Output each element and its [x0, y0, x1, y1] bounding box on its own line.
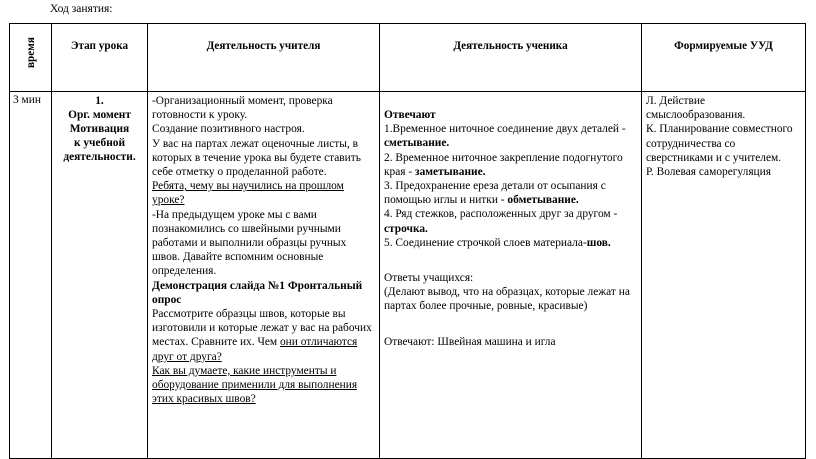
lesson-table — [9, 23, 806, 459]
student-item: 5. Соединение строчкой слоев материала-шов. — [384, 236, 611, 249]
teacher-question: Как вы думаете, какие инструменты и оборудование применили для выполнения этих красивых швов? — [152, 364, 358, 406]
uud-item: Л. Действие смыслообразования. — [646, 95, 746, 122]
stage-line: к учебной — [73, 137, 126, 149]
stage-cell — [52, 92, 148, 459]
uud-cell — [642, 92, 806, 459]
teacher-text: Рассмотрите образцы швов, которые вы изготовили и которые лежат у вас на рабочих местах. Сравните их. Чем они отличаются друг от друга? — [152, 308, 372, 363]
answers-text: (Делают вывод, что на образцах, которые лежат на партах более прочные, ровные, красивые) — [384, 286, 630, 313]
stage-line: деятельности. — [63, 151, 136, 163]
stage-line: 1. — [95, 95, 104, 107]
teacher-text: У вас на партах лежат оценочные листы, в которых в течение урока вы будете ставить себе отметку о проделанной работе. — [152, 137, 361, 179]
teacher-cell — [148, 92, 380, 459]
student-heading: Отвечают — [384, 109, 436, 121]
time-cell: 3 мин — [10, 92, 52, 459]
stage-line: Мотивация — [69, 123, 130, 135]
uud-item: Р. Волевая саморегуляция — [646, 166, 771, 179]
student-item: 3. Предохранение ереза детали от осыпания с помощью иглы и нитки - обметывание. — [384, 180, 606, 207]
teacher-question: они отличаются друг от друга? — [152, 336, 358, 363]
stage-line: Орг. момент — [68, 109, 131, 121]
student-item: 1.Временное ниточное соединение двух деталей - сметывание. — [384, 123, 626, 150]
teacher-text: -На предыдущем уроке мы с вами познакомились со швейными ручными работами и выполнили образцы ручных швов. Давайте вспомним основные определения. — [152, 208, 347, 278]
lesson-caption: Ход занятия: — [50, 3, 113, 15]
answers-title: Ответы учащихся: — [384, 272, 474, 285]
header-row — [10, 24, 806, 92]
final-answer: Отвечают: Швейная машина и игла — [384, 335, 556, 348]
student-cell — [380, 92, 642, 459]
table-row — [10, 92, 806, 459]
student-item: 2. Временное ниточное закрепление подогнутого края - заметывание. — [384, 151, 623, 178]
header-student: Деятельность ученика — [380, 24, 642, 92]
teacher-text: -Организационный момент, проверка готовности к уроку. — [152, 95, 333, 122]
header-stage: Этап урока — [52, 24, 148, 92]
header-uud: Формируемые УУД — [642, 24, 806, 92]
uud-item: К. Планирование совместного сотрудничества со сверстниками и с учителем. — [646, 123, 793, 164]
student-item: 4. Ряд стежков, расположенных друг за другом - строчка. — [384, 208, 618, 235]
header-teacher: Деятельность учителя — [148, 24, 380, 92]
header-time: время — [10, 24, 52, 92]
teacher-question: Ребята, чему вы научились на прошлом уроке? — [152, 180, 344, 207]
teacher-text: Создание позитивного настроя. — [152, 123, 305, 136]
slide-demo-heading: Демонстрация слайда №1 Фронтальный опрос — [152, 279, 363, 306]
